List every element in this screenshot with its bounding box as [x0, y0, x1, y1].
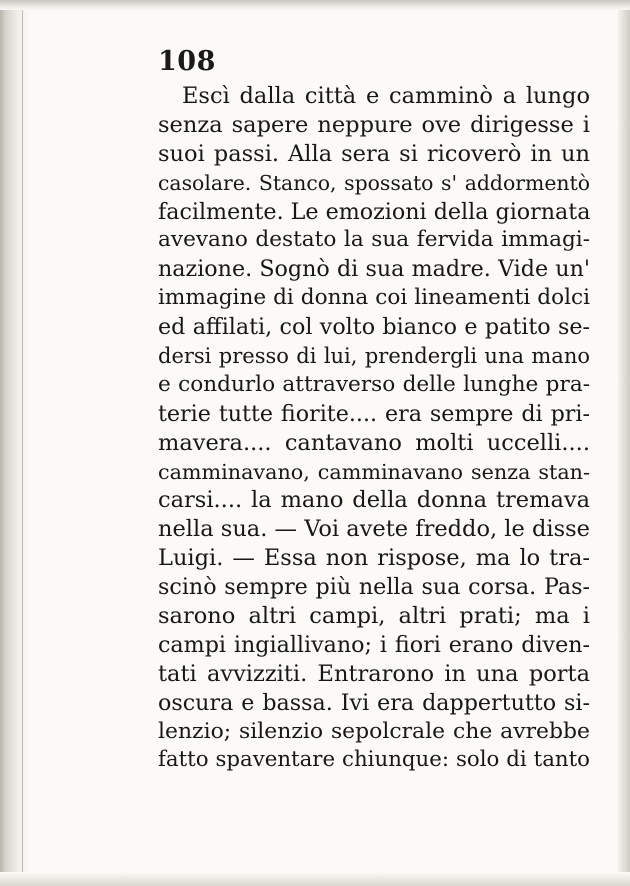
- text-line: terie tutte fiorite.... era sempre di pri-: [158, 400, 590, 427]
- page-right-edge: [618, 0, 630, 886]
- text-line: oscura e bassa. Ivi era dappertutto si-: [158, 689, 590, 716]
- text-line: Luigi. — Essa non rispose, ma lo tra-: [158, 545, 590, 572]
- text-line: senza sapere neppure ove dirigesse i: [158, 111, 590, 138]
- text-line: scinò sempre più nella sua corsa. Pas-: [158, 574, 590, 601]
- text-line: nazione. Sognò di sua madre. Vide un': [158, 256, 590, 283]
- body-text: [158, 82, 590, 775]
- text-line: avevano destato la sua fervida immagi-: [158, 227, 590, 253]
- text-line: ed affilati, col volto bianco e patito se-: [158, 314, 590, 341]
- page-top-edge: [0, 0, 630, 10]
- page-bottom-edge: [0, 872, 630, 886]
- text-line: campi ingiallivano; i fiori erano diven-: [158, 631, 590, 658]
- text-line: tati avvizziti. Entrarono in una porta: [158, 660, 590, 687]
- text-line: facilmente. Le emozioni della giornata: [158, 198, 591, 225]
- text-line: sarono altri campi, altri prati; ma i: [158, 603, 590, 630]
- text-line: carsi.... la mano della donna tremava: [158, 487, 590, 514]
- text-line: fatto spaventare chiunque: solo di tanto: [158, 747, 590, 773]
- text-line: e condurlo attraverso delle lunghe pra-: [158, 371, 590, 397]
- text-line: lenzio; silenzio sepolcrale che avrebbe: [158, 718, 590, 744]
- text-line: dersi presso di lui, prendergli una mano: [158, 344, 590, 369]
- text-line: Escì dalla città e camminò a lungo: [182, 83, 590, 109]
- text-line: immagine di donna coi lineamenti dolci: [158, 285, 590, 311]
- text-line: casolare. Stanco, spossato s' addormentò: [158, 170, 590, 195]
- text-line: mavera.... cantavano molti uccelli....: [158, 429, 590, 456]
- text-line: nella sua. — Voi avete freddo, le disse: [158, 516, 590, 543]
- page-gutter-shadow: [0, 0, 30, 886]
- page-number: 108: [158, 46, 216, 77]
- text-line: camminavano, camminavano senza stan-: [158, 459, 590, 484]
- text-line: suoi passi. Alla sera si ricoverò in un: [158, 140, 590, 167]
